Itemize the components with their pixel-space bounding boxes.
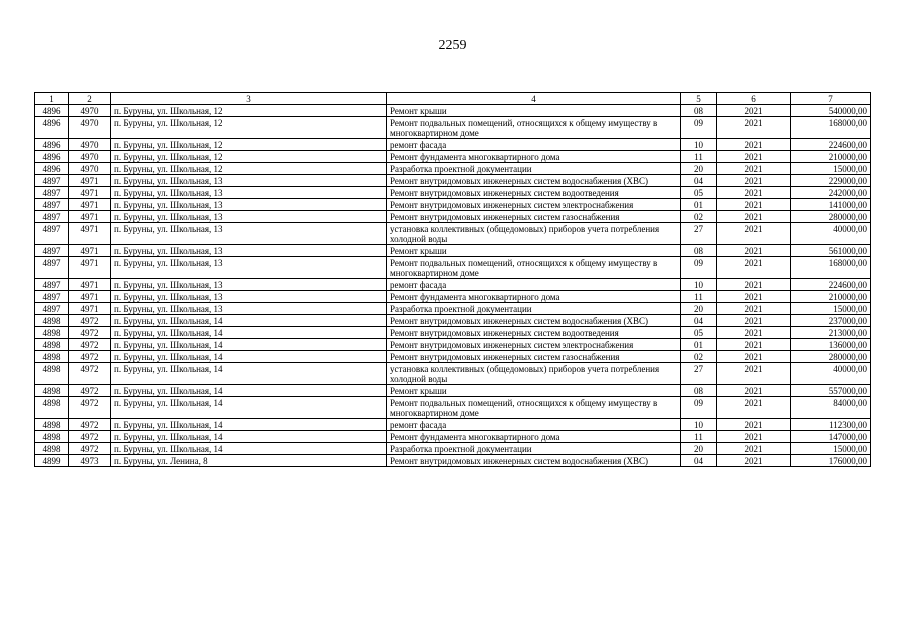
work-type-cell: установка коллективных (общедомовых) приборов учета потребления холодной воды — [387, 223, 681, 245]
work-code-cell: 10 — [681, 279, 717, 291]
record-id-cell: 4896 — [35, 151, 69, 163]
house-id-cell: 4970 — [69, 105, 111, 117]
record-id-cell: 4897 — [35, 257, 69, 279]
work-code-cell: 10 — [681, 419, 717, 431]
table-row — [35, 315, 871, 327]
record-id-cell: 4898 — [35, 363, 69, 385]
cost-cell: 213000,00 — [791, 327, 871, 339]
work-code-cell: 11 — [681, 431, 717, 443]
year-cell: 2021 — [717, 363, 791, 385]
house-id-cell: 4971 — [69, 291, 111, 303]
cost-cell: 224600,00 — [791, 139, 871, 151]
work-code-cell: 09 — [681, 257, 717, 279]
cost-cell: 557000,00 — [791, 385, 871, 397]
work-type-cell: Ремонт подвальных помещений, относящихся к общему имуществу в многоквартирном доме — [387, 257, 681, 279]
address-cell: п. Буруны, ул. Школьная, 14 — [111, 351, 387, 363]
house-id-cell: 4970 — [69, 139, 111, 151]
record-id-cell: 4898 — [35, 315, 69, 327]
cost-cell: 210000,00 — [791, 151, 871, 163]
work-type-cell: Ремонт крыши — [387, 385, 681, 397]
table-row — [35, 303, 871, 315]
page-number: 2259 — [438, 38, 467, 53]
address-cell: п. Буруны, ул. Школьная, 13 — [111, 303, 387, 315]
record-id-cell: 4898 — [35, 339, 69, 351]
table-row — [35, 351, 871, 363]
work-code-cell: 04 — [681, 175, 717, 187]
record-id-cell: 4897 — [35, 175, 69, 187]
record-id-cell: 4897 — [35, 211, 69, 223]
work-type-cell: Ремонт фундамента многоквартирного дома — [387, 291, 681, 303]
column-header: 1 — [35, 93, 69, 105]
work-type-cell: Разработка проектной документации — [387, 443, 681, 455]
house-id-cell: 4971 — [69, 199, 111, 211]
cost-cell: 176000,00 — [791, 455, 871, 467]
table-row — [35, 339, 871, 351]
house-id-cell: 4972 — [69, 443, 111, 455]
work-code-cell: 20 — [681, 163, 717, 175]
column-header: 5 — [681, 93, 717, 105]
column-header: 3 — [111, 93, 387, 105]
table-row — [35, 245, 871, 257]
record-id-cell: 4897 — [35, 245, 69, 257]
year-cell: 2021 — [717, 315, 791, 327]
address-cell: п. Буруны, ул. Школьная, 14 — [111, 339, 387, 351]
address-cell: п. Буруны, ул. Школьная, 12 — [111, 117, 387, 139]
table-row — [35, 443, 871, 455]
year-cell: 2021 — [717, 211, 791, 223]
address-cell: п. Буруны, ул. Школьная, 13 — [111, 279, 387, 291]
address-cell: п. Буруны, ул. Школьная, 12 — [111, 151, 387, 163]
cost-cell: 84000,00 — [791, 397, 871, 419]
table-row — [35, 187, 871, 199]
record-id-cell: 4897 — [35, 303, 69, 315]
record-id-cell: 4897 — [35, 223, 69, 245]
work-code-cell: 01 — [681, 199, 717, 211]
record-id-cell: 4897 — [35, 291, 69, 303]
table-row — [35, 431, 871, 443]
record-id-cell: 4898 — [35, 397, 69, 419]
house-id-cell: 4971 — [69, 257, 111, 279]
record-id-cell: 4896 — [35, 105, 69, 117]
table-row — [35, 139, 871, 151]
year-cell: 2021 — [717, 419, 791, 431]
house-id-cell: 4972 — [69, 315, 111, 327]
header-row — [35, 93, 871, 105]
record-id-cell: 4898 — [35, 419, 69, 431]
year-cell: 2021 — [717, 339, 791, 351]
cost-cell: 40000,00 — [791, 363, 871, 385]
work-code-cell: 08 — [681, 245, 717, 257]
address-cell: п. Буруны, ул. Школьная, 14 — [111, 443, 387, 455]
table-row — [35, 291, 871, 303]
cost-cell: 147000,00 — [791, 431, 871, 443]
column-header: 2 — [69, 93, 111, 105]
cost-cell: 136000,00 — [791, 339, 871, 351]
work-type-cell: Ремонт внутридомовых инженерных систем электроснабжения — [387, 199, 681, 211]
cost-cell: 15000,00 — [791, 163, 871, 175]
record-id-cell: 4898 — [35, 385, 69, 397]
year-cell: 2021 — [717, 385, 791, 397]
year-cell: 2021 — [717, 431, 791, 443]
house-id-cell: 4972 — [69, 363, 111, 385]
cost-cell: 280000,00 — [791, 351, 871, 363]
table-row — [35, 199, 871, 211]
table-row — [35, 279, 871, 291]
cost-cell: 168000,00 — [791, 117, 871, 139]
address-cell: п. Буруны, ул. Школьная, 14 — [111, 315, 387, 327]
year-cell: 2021 — [717, 199, 791, 211]
table-row — [35, 175, 871, 187]
table-row — [35, 163, 871, 175]
cost-cell: 15000,00 — [791, 443, 871, 455]
work-code-cell: 11 — [681, 151, 717, 163]
address-cell: п. Буруны, ул. Школьная, 12 — [111, 163, 387, 175]
cost-cell: 15000,00 — [791, 303, 871, 315]
year-cell: 2021 — [717, 455, 791, 467]
house-id-cell: 4970 — [69, 163, 111, 175]
work-code-cell: 04 — [681, 455, 717, 467]
table-row — [35, 117, 871, 139]
work-code-cell: 01 — [681, 339, 717, 351]
work-code-cell: 05 — [681, 187, 717, 199]
work-code-cell: 11 — [681, 291, 717, 303]
table-row — [35, 397, 871, 419]
work-type-cell: Ремонт подвальных помещений, относящихся к общему имуществу в многоквартирном доме — [387, 397, 681, 419]
year-cell: 2021 — [717, 257, 791, 279]
work-type-cell: Ремонт внутридомовых инженерных систем водоснабжения (ХВС) — [387, 455, 681, 467]
work-code-cell: 08 — [681, 105, 717, 117]
work-code-cell: 09 — [681, 397, 717, 419]
house-id-cell: 4970 — [69, 151, 111, 163]
table-row — [35, 257, 871, 279]
work-code-cell: 04 — [681, 315, 717, 327]
work-code-cell: 02 — [681, 351, 717, 363]
record-id-cell: 4898 — [35, 327, 69, 339]
table-row — [35, 223, 871, 245]
work-type-cell: Разработка проектной документации — [387, 303, 681, 315]
work-type-cell: Ремонт внутридомовых инженерных систем газоснабжения — [387, 211, 681, 223]
address-cell: п. Буруны, ул. Школьная, 13 — [111, 187, 387, 199]
work-type-cell: Ремонт внутридомовых инженерных систем электроснабжения — [387, 339, 681, 351]
cost-cell: 237000,00 — [791, 315, 871, 327]
address-cell: п. Буруны, ул. Школьная, 13 — [111, 245, 387, 257]
work-code-cell: 10 — [681, 139, 717, 151]
address-cell: п. Буруны, ул. Школьная, 13 — [111, 199, 387, 211]
house-id-cell: 4972 — [69, 327, 111, 339]
year-cell: 2021 — [717, 223, 791, 245]
column-header: 7 — [791, 93, 871, 105]
address-cell: п. Буруны, ул. Школьная, 14 — [111, 431, 387, 443]
year-cell: 2021 — [717, 397, 791, 419]
house-id-cell: 4971 — [69, 187, 111, 199]
house-id-cell: 4971 — [69, 245, 111, 257]
house-id-cell: 4971 — [69, 175, 111, 187]
work-code-cell: 02 — [681, 211, 717, 223]
cost-cell: 561000,00 — [791, 245, 871, 257]
address-cell: п. Буруны, ул. Школьная, 13 — [111, 223, 387, 245]
work-type-cell: установка коллективных (общедомовых) приборов учета потребления холодной воды — [387, 363, 681, 385]
address-cell: п. Буруны, ул. Школьная, 12 — [111, 139, 387, 151]
address-cell: п. Буруны, ул. Школьная, 14 — [111, 363, 387, 385]
table-row — [35, 211, 871, 223]
record-id-cell: 4897 — [35, 187, 69, 199]
record-id-cell: 4896 — [35, 117, 69, 139]
work-type-cell: Ремонт внутридомовых инженерных систем водоснабжения (ХВС) — [387, 315, 681, 327]
house-id-cell: 4972 — [69, 397, 111, 419]
house-id-cell: 4972 — [69, 431, 111, 443]
work-type-cell: ремонт фасада — [387, 279, 681, 291]
table-row — [35, 385, 871, 397]
work-type-cell: Ремонт фундамента многоквартирного дома — [387, 431, 681, 443]
work-type-cell: Ремонт внутридомовых инженерных систем водоснабжения (ХВС) — [387, 175, 681, 187]
house-id-cell: 4971 — [69, 303, 111, 315]
cost-cell: 210000,00 — [791, 291, 871, 303]
cost-cell: 224600,00 — [791, 279, 871, 291]
table-row — [35, 151, 871, 163]
year-cell: 2021 — [717, 351, 791, 363]
work-type-cell: Ремонт внутридомовых инженерных систем газоснабжения — [387, 351, 681, 363]
year-cell: 2021 — [717, 117, 791, 139]
cost-cell: 540000,00 — [791, 105, 871, 117]
address-cell: п. Буруны, ул. Школьная, 14 — [111, 327, 387, 339]
cost-cell: 40000,00 — [791, 223, 871, 245]
year-cell: 2021 — [717, 151, 791, 163]
record-id-cell: 4898 — [35, 443, 69, 455]
cost-cell: 141000,00 — [791, 199, 871, 211]
address-cell: п. Буруны, ул. Школьная, 12 — [111, 105, 387, 117]
register-table — [34, 92, 871, 467]
house-id-cell: 4972 — [69, 351, 111, 363]
table-row — [35, 105, 871, 117]
table-row — [35, 419, 871, 431]
house-id-cell: 4970 — [69, 117, 111, 139]
year-cell: 2021 — [717, 279, 791, 291]
year-cell: 2021 — [717, 175, 791, 187]
address-cell: п. Буруны, ул. Школьная, 14 — [111, 385, 387, 397]
work-type-cell: Ремонт фундамента многоквартирного дома — [387, 151, 681, 163]
house-id-cell: 4972 — [69, 385, 111, 397]
column-header: 6 — [717, 93, 791, 105]
record-id-cell: 4897 — [35, 199, 69, 211]
work-code-cell: 20 — [681, 303, 717, 315]
house-id-cell: 4971 — [69, 223, 111, 245]
work-type-cell: Ремонт внутридомовых инженерных систем водоотведения — [387, 327, 681, 339]
table-row — [35, 363, 871, 385]
work-type-cell: Ремонт крыши — [387, 105, 681, 117]
cost-cell: 242000,00 — [791, 187, 871, 199]
year-cell: 2021 — [717, 291, 791, 303]
work-code-cell: 05 — [681, 327, 717, 339]
year-cell: 2021 — [717, 187, 791, 199]
house-id-cell: 4973 — [69, 455, 111, 467]
work-type-cell: ремонт фасада — [387, 139, 681, 151]
house-id-cell: 4971 — [69, 279, 111, 291]
year-cell: 2021 — [717, 245, 791, 257]
address-cell: п. Буруны, ул. Школьная, 13 — [111, 291, 387, 303]
work-code-cell: 20 — [681, 443, 717, 455]
work-code-cell: 27 — [681, 363, 717, 385]
year-cell: 2021 — [717, 443, 791, 455]
work-type-cell: Разработка проектной документации — [387, 163, 681, 175]
work-type-cell: Ремонт крыши — [387, 245, 681, 257]
year-cell: 2021 — [717, 327, 791, 339]
work-type-cell: ремонт фасада — [387, 419, 681, 431]
work-code-cell: 09 — [681, 117, 717, 139]
house-id-cell: 4972 — [69, 419, 111, 431]
cost-cell: 280000,00 — [791, 211, 871, 223]
address-cell: п. Буруны, ул. Школьная, 13 — [111, 175, 387, 187]
house-id-cell: 4971 — [69, 211, 111, 223]
house-id-cell: 4972 — [69, 339, 111, 351]
record-id-cell: 4897 — [35, 279, 69, 291]
year-cell: 2021 — [717, 303, 791, 315]
record-id-cell: 4896 — [35, 163, 69, 175]
year-cell: 2021 — [717, 163, 791, 175]
work-code-cell: 08 — [681, 385, 717, 397]
address-cell: п. Буруны, ул. Школьная, 13 — [111, 257, 387, 279]
record-id-cell: 4898 — [35, 431, 69, 443]
column-header: 4 — [387, 93, 681, 105]
record-id-cell: 4899 — [35, 455, 69, 467]
record-id-cell: 4898 — [35, 351, 69, 363]
table-row — [35, 455, 871, 467]
work-code-cell: 27 — [681, 223, 717, 245]
address-cell: п. Буруны, ул. Школьная, 14 — [111, 397, 387, 419]
record-id-cell: 4896 — [35, 139, 69, 151]
work-type-cell: Ремонт подвальных помещений, относящихся к общему имуществу в многоквартирном доме — [387, 117, 681, 139]
address-cell: п. Буруны, ул. Ленина, 8 — [111, 455, 387, 467]
year-cell: 2021 — [717, 105, 791, 117]
address-cell: п. Буруны, ул. Школьная, 14 — [111, 419, 387, 431]
year-cell: 2021 — [717, 139, 791, 151]
cost-cell: 168000,00 — [791, 257, 871, 279]
cost-cell: 229000,00 — [791, 175, 871, 187]
cost-cell: 112300,00 — [791, 419, 871, 431]
table-row — [35, 327, 871, 339]
work-type-cell: Ремонт внутридомовых инженерных систем водоотведения — [387, 187, 681, 199]
address-cell: п. Буруны, ул. Школьная, 13 — [111, 211, 387, 223]
